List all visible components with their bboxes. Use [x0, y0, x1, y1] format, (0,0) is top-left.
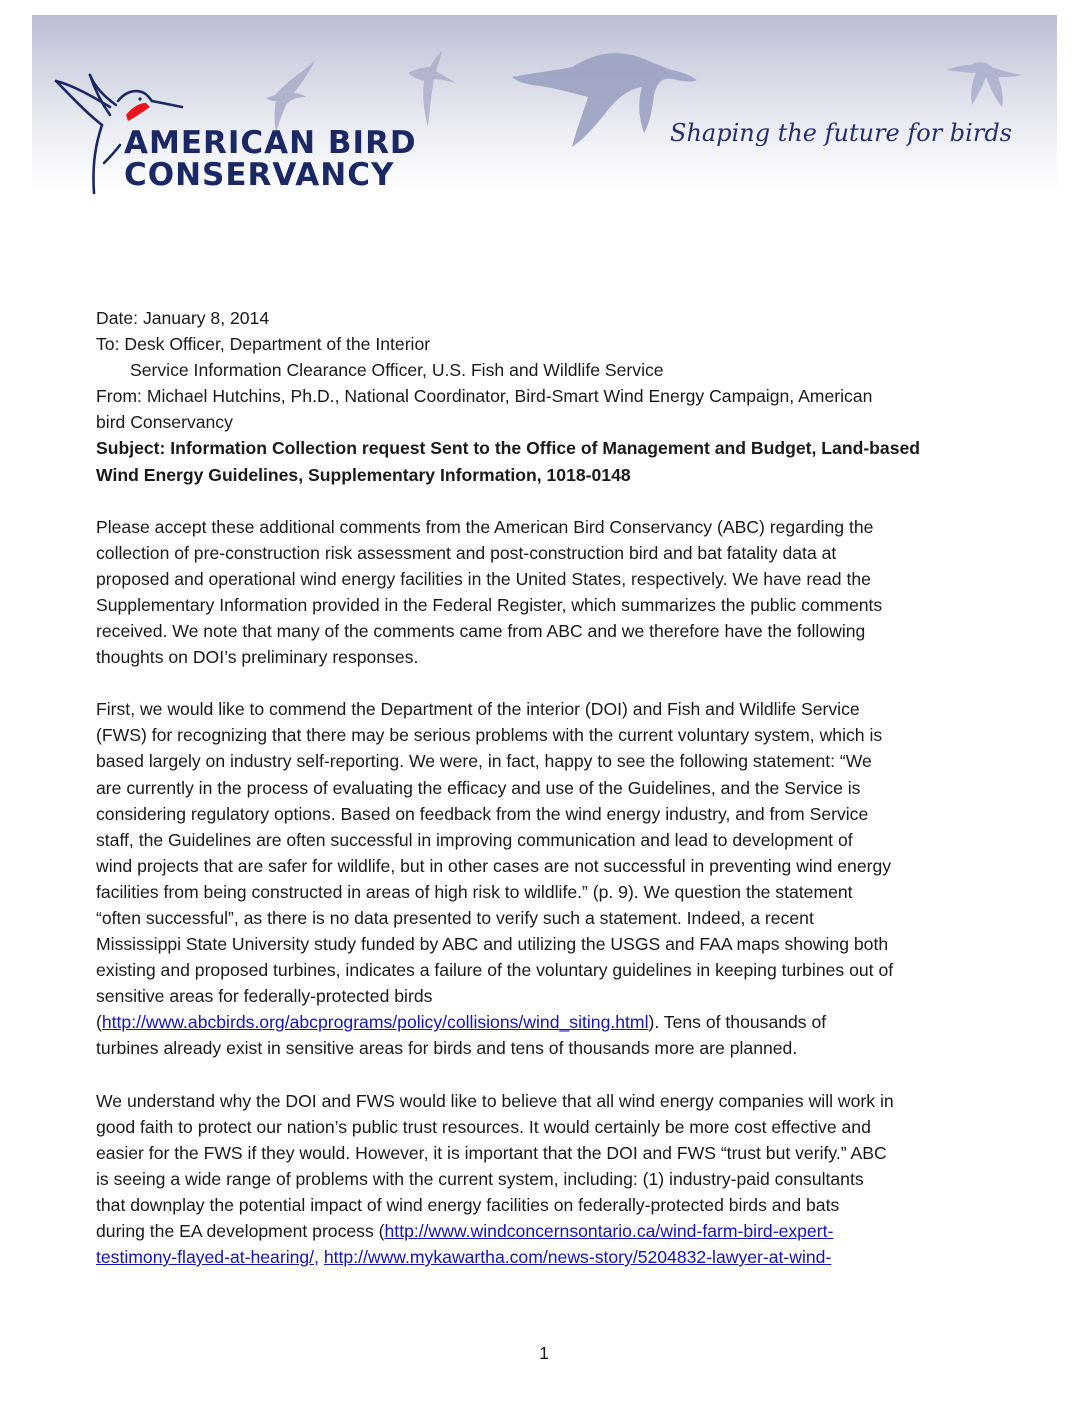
windconcernsontario-link[interactable]: http://www.windconcernsontario.ca/wind-farm-bird-expert-: [384, 1221, 834, 1241]
text-line: Supplementary Information provided in the Federal Register, which summarizes the public comments: [96, 594, 883, 615]
text-line: thoughts on DOI’s preliminary responses.: [96, 647, 419, 668]
text-line: existing and proposed turbines, indicates a failure of the voluntary guidelines in keeping turbines out of: [96, 960, 894, 981]
memo-date: Date: January 8, 2014: [96, 308, 270, 328]
egret-silhouette-icon: [946, 62, 1022, 107]
memo-subject-line-2: Wind Energy Guidelines, Supplementary Information, 1018-0148: [96, 464, 631, 485]
text-line: is seeing a wide range of problems with the current system, including: (1) industry-paid consultants: [96, 1168, 864, 1189]
text-line: easier for the FWS if they would. However, it is important that the DOI and FWS “trust but verify.” ABC: [96, 1142, 887, 1163]
logo-line-conservancy: CONSERVANCY: [124, 157, 395, 193]
text-line: are currently in the process of evaluating the efficacy and use of the Guidelines, and the Service is: [96, 777, 861, 798]
memo-subject-line-1: Subject: Information Collection request Sent to the Office of Management and Budget, Land-based: [96, 438, 921, 459]
text-line: (FWS) for recognizing that there may be serious problems with the current voluntary system, which is: [96, 725, 883, 746]
windconcernsontario-link-continued[interactable]: testimony-flayed-at-hearing/,: [96, 1247, 319, 1268]
text-line-with-link: during the EA development process (http://www.windconcernsontario.ca/wind-farm-bird-expert-: [96, 1221, 834, 1241]
text-line: sensitive areas for federally-protected birds: [96, 986, 433, 1007]
text-line: proposed and operational wind energy facilities in the United States, respectively. We have read the: [96, 568, 871, 589]
text-line: wind projects that are safer for wildlife, but in other cases are not successful in preventing wind energy: [96, 855, 892, 876]
letter-body: [96, 305, 996, 1270]
tern-silhouette-icon: [408, 51, 456, 127]
text-line: collection of pre-construction risk assessment and post-construction bird and bat fatality data at: [96, 542, 837, 563]
text-line: “often successful”, as there is no data presented to verify such a statement. Indeed, a recent: [96, 907, 814, 928]
text-line: We understand why the DOI and FWS would like to believe that all wind energy companies will work in: [96, 1090, 894, 1111]
text-line: First, we would like to commend the Department of the interior (DOI) and Fish and Wildlife Service: [96, 699, 860, 720]
logo-line-american-bird: AMERICAN BIRD: [124, 125, 417, 161]
abcbirds-wind-siting-link[interactable]: http://www.abcbirds.org/abcprograms/policy/collisions/wind_siting.html: [101, 1012, 649, 1033]
text-line: received. We note that many of the comments came from ABC and we therefore have the following: [96, 621, 866, 642]
hummingbird-throat-red: [126, 103, 150, 121]
text-line-with-links: [96, 1244, 996, 1270]
paragraph-1: [96, 514, 996, 671]
text-line: facilities from being constructed in areas of high risk to wildlife.” (p. 9). We question the statement: [96, 881, 853, 902]
mykawartha-link[interactable]: http://www.mykawartha.com/news-story/5204832-lawyer-at-wind-: [323, 1247, 832, 1268]
text-line: good faith to protect our nation’s public trust resources. It would certainly be more cost effective and: [96, 1116, 871, 1137]
tagline: Shaping the future for birds: [670, 119, 1012, 147]
text-line: based largely on industry self-reporting. We were, in fact, happy to see the following statement: “We: [96, 751, 872, 772]
text-line: that downplay the potential impact of wind energy facilities on federally-protected birds and bats: [96, 1194, 840, 1215]
text-line: Mississippi State University study funded by ABC and utilizing the USGS and FAA maps showing both: [96, 934, 889, 955]
letterhead-banner: [32, 15, 1057, 195]
memo-to-line-2: Service Information Clearance Officer, U.S. Fish and Wildlife Service: [130, 360, 664, 381]
memo-from-line-2: bird Conservancy: [96, 412, 233, 433]
text-line: turbines already exist in sensitive areas for birds and tens of thousands more are planned.: [96, 1038, 798, 1059]
text-line: considering regulatory options. Based on feedback from the wind energy industry, and from Service: [96, 803, 869, 824]
paragraph-3: [96, 1088, 996, 1271]
text-line: staff, the Guidelines are often successful in improving communication and lead to development of: [96, 829, 853, 850]
gull-silhouette-icon: [266, 60, 315, 133]
memo-header: [96, 305, 996, 488]
text-line-with-link: (http://www.abcbirds.org/abcprograms/policy/collisions/wind_siting.html). Tens of thousands of: [96, 1012, 827, 1033]
page-number: 1: [539, 1343, 549, 1363]
organization-logo-text: [124, 127, 417, 191]
memo-from-line-1: From: Michael Hutchins, Ph.D., National Coordinator, Bird-Smart Wind Energy Campaign, American: [96, 386, 873, 407]
text-line: Please accept these additional comments from the American Bird Conservancy (ABC) regarding the: [96, 516, 874, 537]
memo-to-line-1: To: Desk Officer, Department of the Interior: [96, 334, 431, 355]
paragraph-2: [96, 696, 996, 1061]
